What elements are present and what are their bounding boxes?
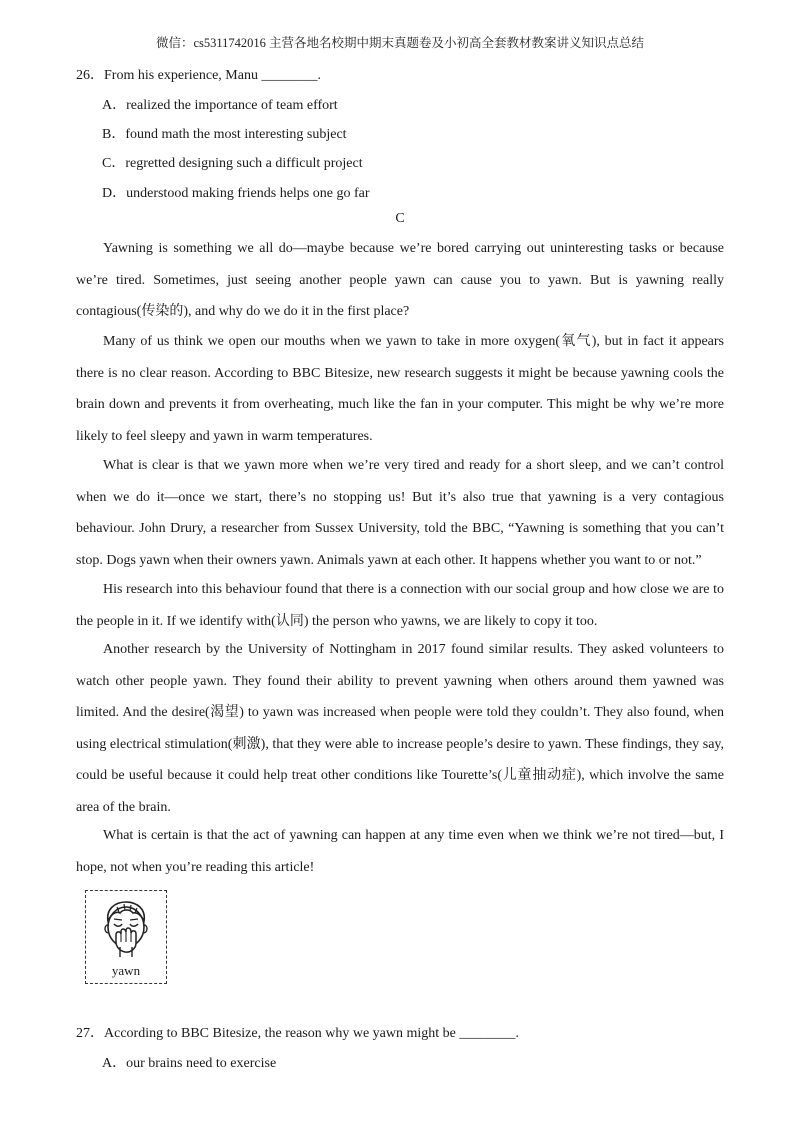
- passage-paragraph-3: What is clear is that we yawn more when we’re very tired and ready for a short sleep, and we can’t control when we do it—once we start, there’s no stopping us! But it’s also true that yawning is a very contagious behaviour. John Drury, a researcher from Sussex University, told the BBC, “Yawning is something that you can’t stop. Dogs yawn when their owners yawn. Animals yawn at each other. It happens whether you want to or not.”: [76, 458, 724, 568]
- question-26-option-d: D．understood making friends helps one go far: [102, 186, 370, 201]
- passage-paragraph-6: What is certain is that the act of yawning can happen at any time even when we think we’re not tired—but, I hope, not when you’re reading this article!: [76, 828, 724, 875]
- figure-caption: yawn: [111, 963, 141, 978]
- question-27-option-a: A．our brains need to exercise: [102, 1056, 277, 1071]
- question-26-option-c: C．regretted designing such a difficult project: [102, 156, 363, 171]
- question-26-stem: 26．From his experience, Manu ________.: [76, 68, 321, 83]
- yawn-illustration: [85, 890, 167, 984]
- passage-paragraph-1: Yawning is something we all do—maybe because we’re bored carrying out uninteresting tasks or because we’re tired. Sometimes, just seeing another people yawn can cause you to yawn. But is yawning really contagious(传染的), and why do we do it in the first place?: [76, 241, 724, 319]
- question-26-option-b: B．found math the most interesting subject: [102, 127, 347, 142]
- page-header: 微信：cs5311742016 主营各地名校期中期末真题卷及小初高全套教材教案讲义知识点总结: [155, 36, 645, 50]
- question-27-stem: 27．According to BBC Bitesize, the reason why we yawn might be ________.: [76, 1026, 519, 1041]
- passage-paragraph-4: His research into this behaviour found that there is a connection with our social group and how close we are to the people in it. If we identify with(认同) the person who yawns, we are likely to copy it too.: [76, 582, 724, 629]
- question-26-option-a: A．realized the importance of team effort: [102, 98, 338, 113]
- passage-paragraph-2: Many of us think we open our mouths when we yawn to take in more oxygen(氧气), but in fact it appears there is no clear reason. According to BBC Bitesize, new research suggests it might be because yawning cools the brain down and prevents it from overheating, much like the fan in your computer. This might be why we’re more likely to feel sleepy and yawn in warm temperatures.: [76, 334, 724, 444]
- passage-paragraph-5: Another research by the University of Nottingham in 2017 found similar results. They asked volunteers to watch other people yawn. They found their ability to prevent yawning when others around them yawned was limited. And the desire(渴望) to yawn was increased when people were told they couldn’t. They also found, when using electrical stimulation(刺激), that they were able to increase people’s desire to yawn. These findings, they say, could be useful because it could help treat other conditions like Tourette’s(儿童抽动症), which involve the same area of the brain.: [76, 642, 724, 815]
- yawning-boy-icon: [99, 899, 153, 959]
- section-label: C: [395, 211, 405, 226]
